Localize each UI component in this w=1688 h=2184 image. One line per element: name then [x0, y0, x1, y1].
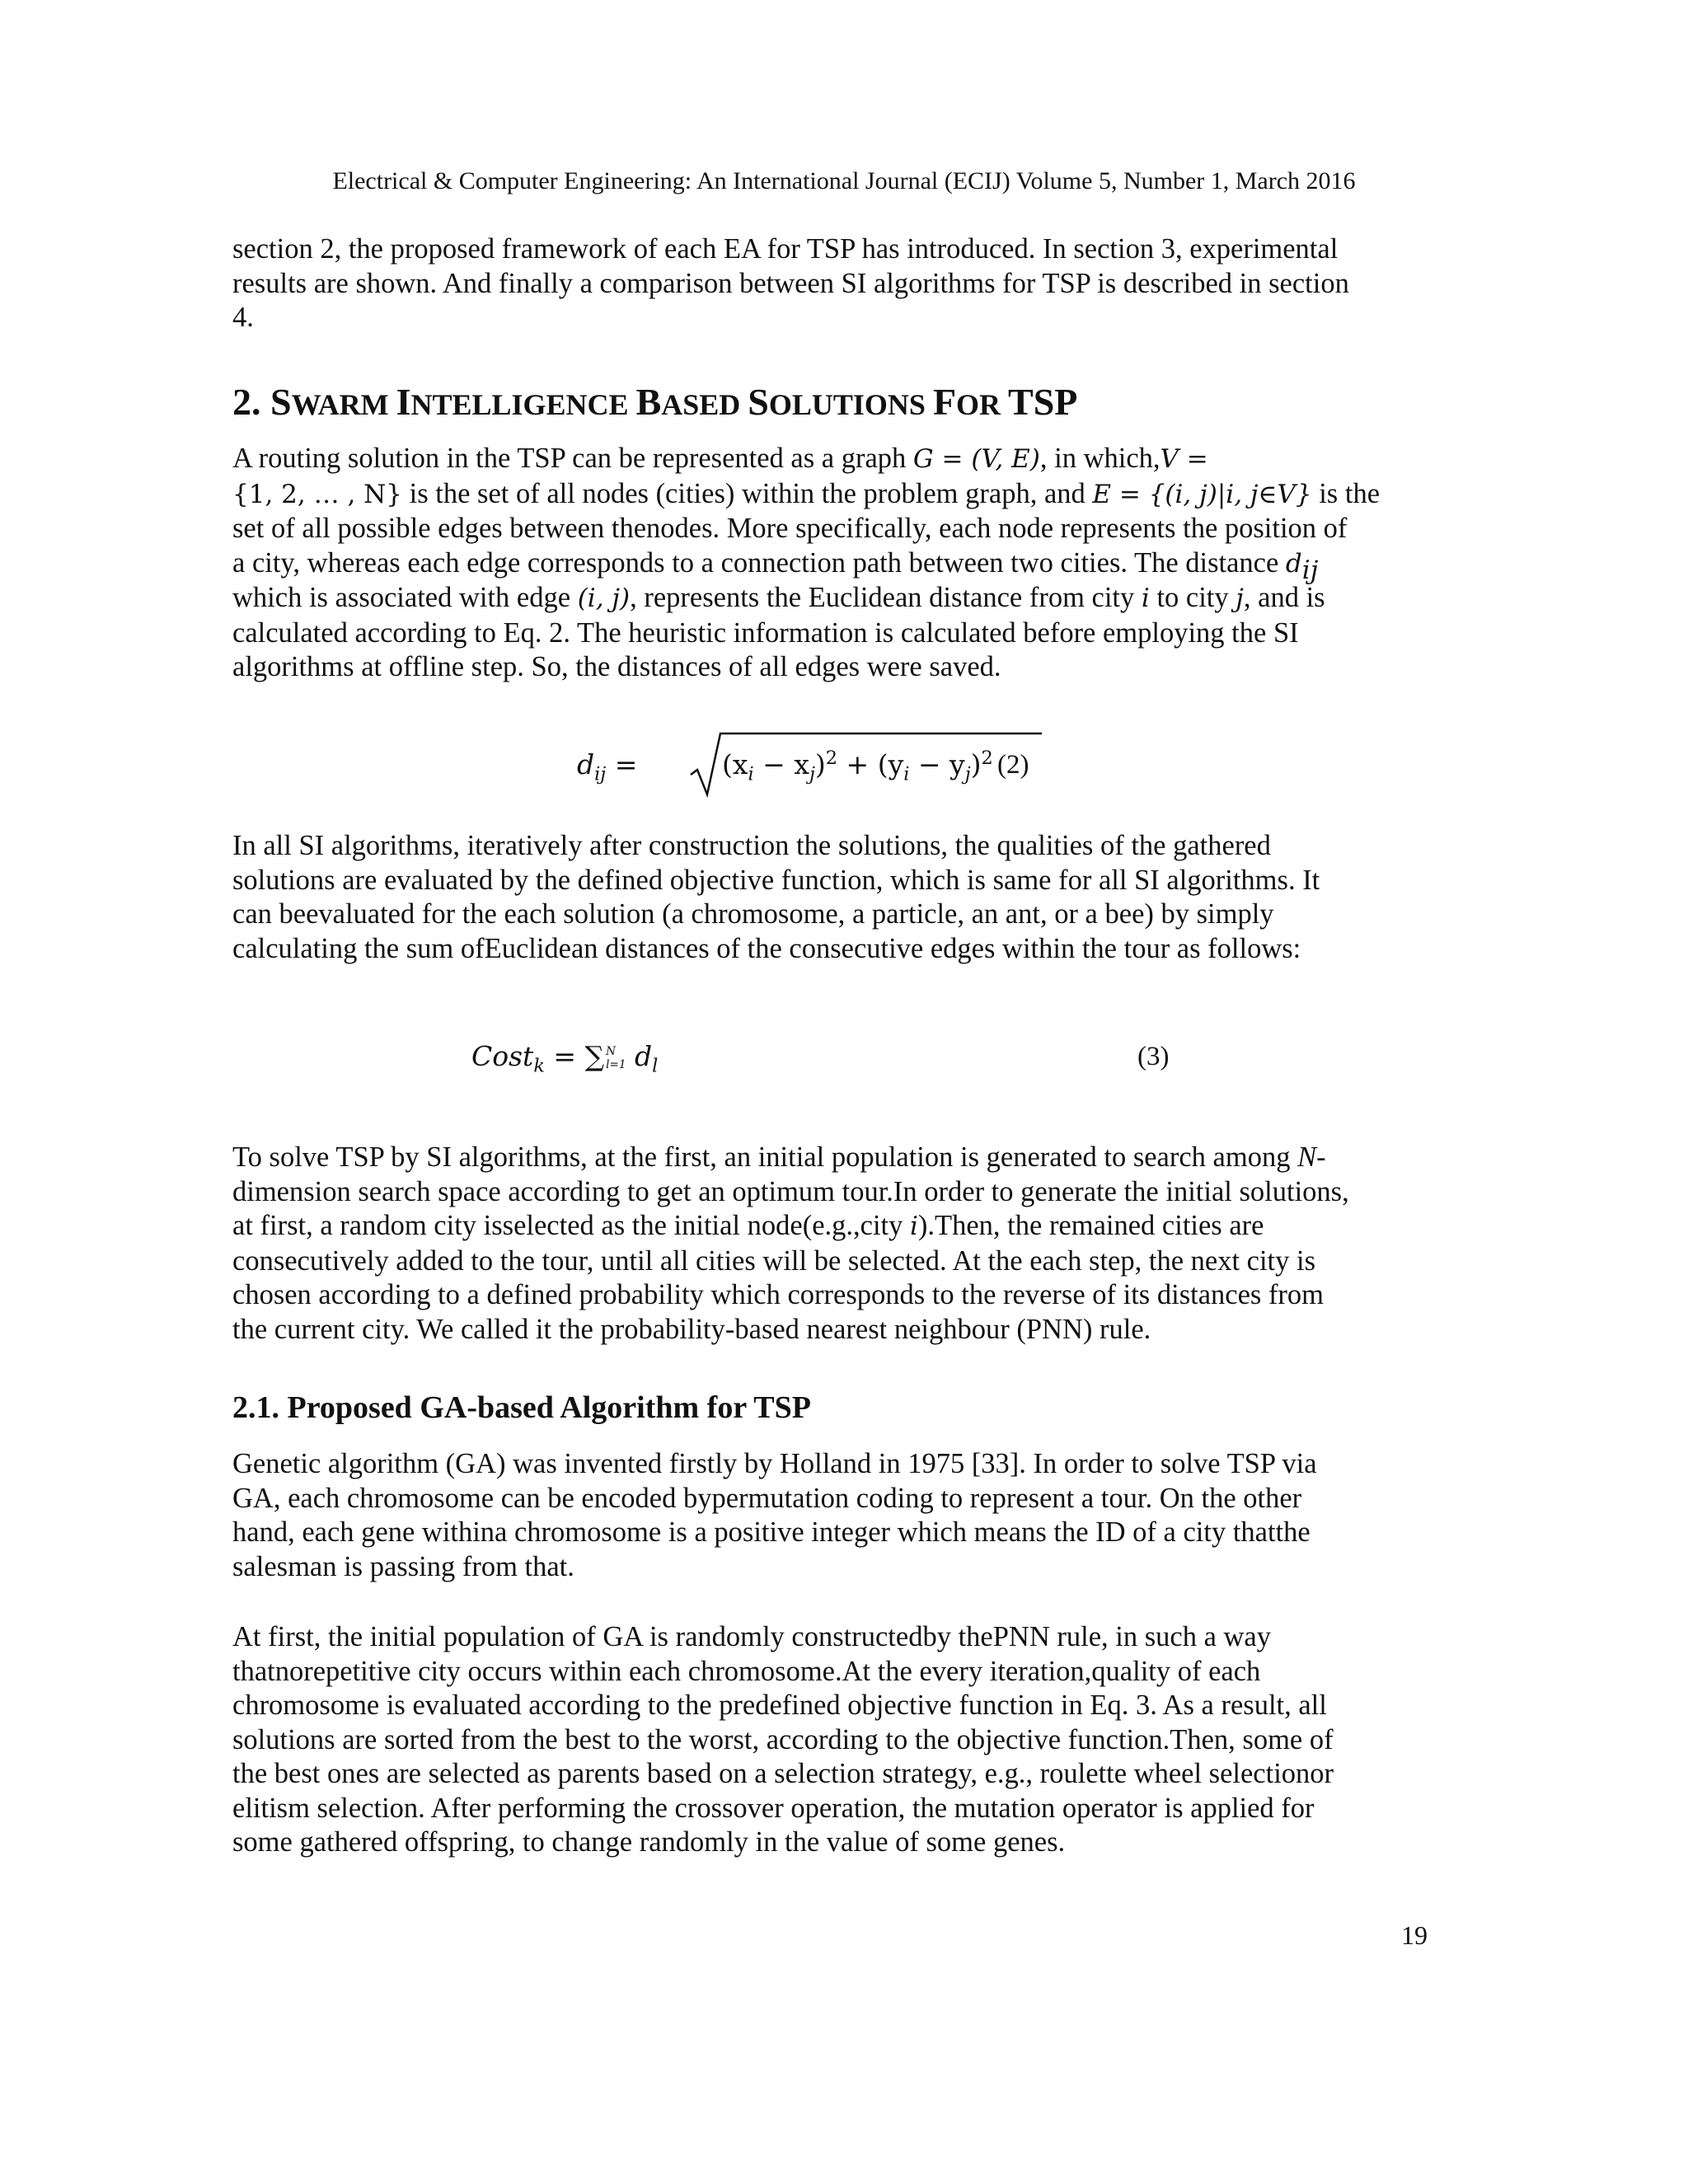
text-line: hand, each gene withina chromosome is a positive integer which means the ID of a city thatthe — [232, 1516, 1311, 1548]
text-line: which is associated with edge (i, j), represents the Euclidean distance from city i to city j, and is — [232, 582, 1325, 613]
text-line: At first, the initial population of GA is randomly constructedby thePNN rule, in such a way — [232, 1621, 1271, 1652]
text-line: algorithms at offline step. So, the distances of all edges were saved. — [232, 651, 1001, 682]
text-line: 4. — [232, 302, 254, 333]
text-line: thatnorepetitive city occurs within each chromosome.At the every iteration,quality of each — [232, 1655, 1261, 1687]
equation-2-lhs: $d_{ij}$ = — [577, 748, 638, 785]
text-line: To solve TSP by SI algorithms, at the first, an initial population is generated to search among N- — [232, 1141, 1326, 1173]
equation-2-number: (2) — [997, 750, 1029, 780]
equation-3-number: (3) — [1137, 1042, 1170, 1071]
subsection-heading: 2.1. Proposed GA-based Algorithm for TSP — [232, 1390, 811, 1425]
objective-paragraph — [232, 829, 1428, 966]
text-line: solutions are evaluated by the defined objective function, which is same for all SI algorithms. It — [232, 864, 1320, 896]
equation-2-radicand: $(x_i - x_j)^2 + (y_i - y_j)^2$ — [722, 748, 993, 785]
text-line: set of all possible edges between thenodes. More specifically, each node represents the position of — [232, 513, 1348, 544]
equation-3: Cost$_k$ = ∑ N l=1 $d_l$ — [471, 1040, 659, 1077]
text-line: In all SI algorithms, iteratively after construction the solutions, the qualities of the gathered — [232, 830, 1271, 861]
text-line: the best ones are selected as parents based on a selection strategy, e.g., roulette wheel selectionor — [232, 1758, 1334, 1789]
text-line: solutions are sorted from the best to the worst, according to the objective function.Then, some of — [232, 1723, 1334, 1755]
text-line: can beevaluated for the each solution (a chromosome, a particle, an ant, or a bee) by simply — [232, 898, 1274, 930]
text-line: GA, each chromosome can be encoded bypermutation coding to represent a tour. On the other — [232, 1482, 1302, 1514]
text-line: consecutively added to the tour, until all cities will be selected. At the each step, the next city is — [232, 1244, 1316, 1277]
intro-paragraph — [232, 232, 1428, 335]
text-line: calculated according to Eq. 2. The heuristic information is calculated before employing the SI — [232, 616, 1299, 649]
text-line: some gathered offspring, to change randomly in the value of some genes. — [232, 1826, 1066, 1858]
text-line: results are shown. And finally a comparison between SI algorithms for TSP is described in section — [232, 267, 1349, 299]
page-number: 19 — [1401, 1920, 1428, 1950]
graph-definition-paragraph — [232, 442, 1428, 685]
initialization-paragraph — [232, 1141, 1428, 1347]
section-heading: 2. SWARM INTELLIGENCE BASED SOLUTIONS FOR TSP — [232, 381, 1078, 423]
text-line: at first, a random city isselected as the initial node(e.g.,city i).Then, the remained cities are — [232, 1210, 1264, 1241]
text-line: A routing solution in the TSP can be represented as a graph G = (V, E), in which,V = — [232, 443, 1208, 474]
text-line: the current city. We called it the probability-based nearest neighbour (PNN) rule. — [232, 1313, 1151, 1345]
text-line: Genetic algorithm (GA) was invented firstly by Holland in 1975 [33]. In order to solve TSP via — [232, 1448, 1317, 1479]
text-line: salesman is passing from that. — [232, 1550, 574, 1582]
text-line: calculating the sum ofEuclidean distances of the consecutive edges within the tour as follows: — [232, 932, 1301, 964]
text-line: a city, whereas each edge corresponds to a connection path between two cities. The distance $d_{ij}$ — [232, 546, 1319, 585]
ga-intro-paragraph — [232, 1447, 1428, 1584]
text-line: section 2, the proposed framework of each EA for TSP has introduced. In section 3, experimental — [232, 233, 1339, 265]
ga-procedure-paragraph — [232, 1620, 1428, 1860]
text-line: chromosome is evaluated according to the predefined objective function in Eq. 3. As a result, all — [232, 1690, 1327, 1721]
running-head: Electrical & Computer Engineering: An International Journal (ECIJ) Volume 5, Number 1, March 2016 — [332, 167, 1356, 194]
text-line: {1, 2, … , N} is the set of all nodes (cities) within the problem graph, and E = {(i, j)|i, j∈V} is the — [232, 477, 1381, 509]
text-line: dimension search space according to get an optimum tour.In order to generate the initial solutions, — [232, 1175, 1349, 1207]
text-line: chosen according to a defined probability which corresponds to the reverse of its distances from — [232, 1279, 1325, 1310]
text-line: elitism selection. After performing the crossover operation, the mutation operator is applied for — [232, 1792, 1315, 1824]
